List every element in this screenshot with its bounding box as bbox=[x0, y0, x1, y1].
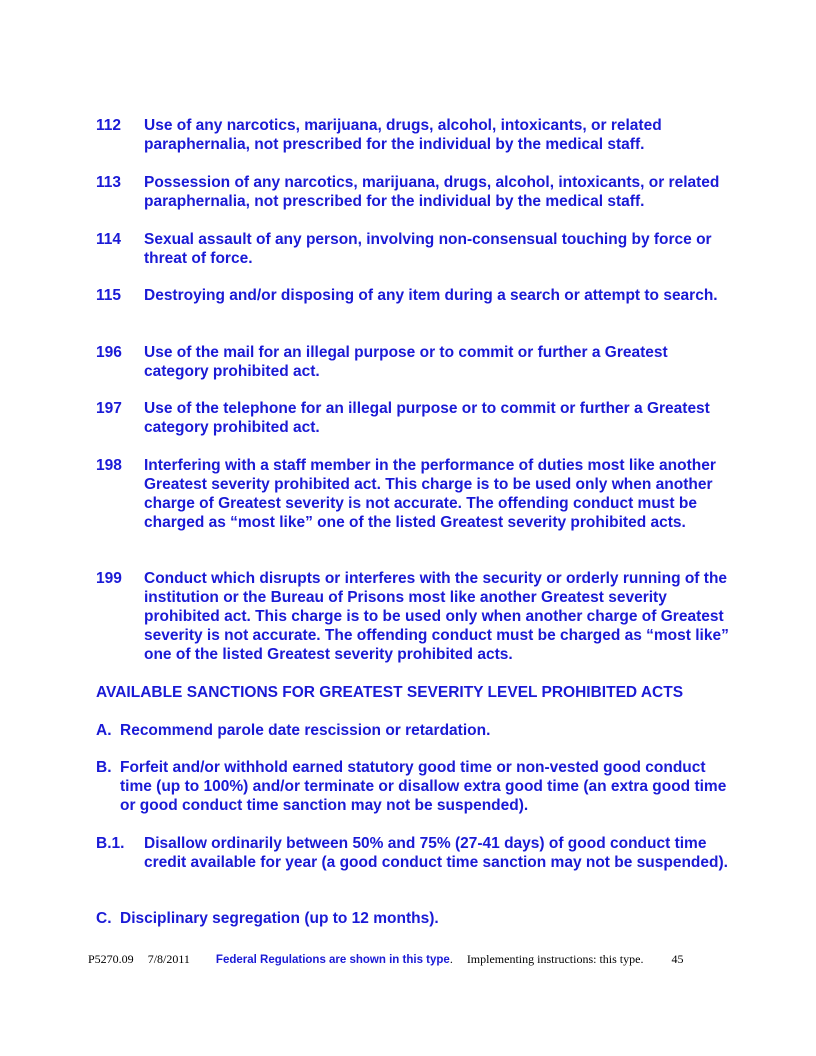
page-number: 45 bbox=[671, 952, 684, 966]
sanction-label: A. bbox=[96, 722, 112, 739]
act-113 bbox=[96, 173, 736, 211]
act-text: Use of the mail for an illegal purpose or to commit or further a Greatest category prohibited act. bbox=[144, 344, 668, 380]
sanction-text: Disallow ordinarily between 50% and 75% (27-41 days) of good conduct time credit available for year (a good conduct time sanction may not be suspended). bbox=[144, 835, 728, 871]
act-197 bbox=[96, 399, 736, 437]
act-115 bbox=[96, 286, 736, 305]
act-text: Conduct which disrupts or interferes with the security or orderly running of the institution or the Bureau of Prisons most like another Greatest severity prohibited act. This charge is to be used only when another charge of Greatest severity is not accurate. The offending conduct must be charged as “most like” one of the listed Greatest severity prohibited acts. bbox=[144, 570, 729, 663]
act-196 bbox=[96, 343, 736, 381]
sanction-label: C. bbox=[96, 910, 112, 927]
act-code: 114 bbox=[96, 231, 122, 248]
sanction-label: B. bbox=[96, 759, 112, 776]
sanction-text: Recommend parole date rescission or retardation. bbox=[120, 722, 491, 739]
act-code: 197 bbox=[96, 400, 122, 417]
act-198 bbox=[96, 456, 736, 532]
act-code: 115 bbox=[96, 287, 122, 304]
footer-regulation-period: . bbox=[449, 952, 453, 966]
sanction-b bbox=[96, 758, 736, 815]
footer-doc-number: P5270.09 bbox=[88, 952, 134, 966]
act-112 bbox=[96, 116, 736, 154]
sanction-text: Disciplinary segregation (up to 12 months). bbox=[120, 910, 439, 927]
act-114 bbox=[96, 230, 736, 268]
act-text: Possession of any narcotics, marijuana, drugs, alcohol, intoxicants, or related paraphernalia, not prescribed for the individual by the medical staff. bbox=[144, 174, 720, 210]
act-text: Use of any narcotics, marijuana, drugs, alcohol, intoxicants, or related paraphernalia, not prescribed for the individual by the medical staff. bbox=[144, 117, 662, 153]
footer-regulation-note: Federal Regulations are shown in this type bbox=[215, 954, 450, 966]
sanction-b1 bbox=[96, 834, 736, 872]
sanction-text: Forfeit and/or withhold earned statutory good time or non-vested good conduct time (up to 100%) and/or terminate or disallow extra good time (an extra good time or good conduct time sanction may not be suspended). bbox=[120, 759, 727, 814]
act-text: Destroying and/or disposing of any item during a search or attempt to search. bbox=[144, 287, 718, 304]
act-code: 198 bbox=[96, 457, 122, 474]
act-199 bbox=[96, 569, 736, 664]
act-text: Sexual assault of any person, involving non-consensual touching by force or threat of force. bbox=[144, 231, 712, 267]
page-footer bbox=[88, 952, 728, 967]
act-code: 199 bbox=[96, 570, 122, 587]
act-text: Interfering with a staff member in the performance of duties most like another Greatest severity prohibited act. This charge is to be used only when another charge of Greatest severity is not accurate. The offending conduct must be charged as “most like” one of the listed Greatest severity prohibited acts. bbox=[144, 457, 716, 531]
act-code: 196 bbox=[96, 344, 122, 361]
sanction-c bbox=[96, 909, 736, 928]
footer-date: 7/8/2011 bbox=[147, 952, 190, 966]
act-code: 113 bbox=[96, 174, 122, 191]
footer-implementing-note: Implementing instructions: this type. bbox=[466, 952, 644, 966]
sanctions-heading: AVAILABLE SANCTIONS FOR GREATEST SEVERITY LEVEL PROHIBITED ACTS bbox=[96, 684, 684, 701]
sanction-a bbox=[96, 721, 736, 740]
act-code: 112 bbox=[96, 117, 122, 134]
sanction-label: B.1. bbox=[96, 835, 125, 852]
act-text: Use of the telephone for an illegal purpose or to commit or further a Greatest category prohibited act. bbox=[144, 400, 710, 436]
